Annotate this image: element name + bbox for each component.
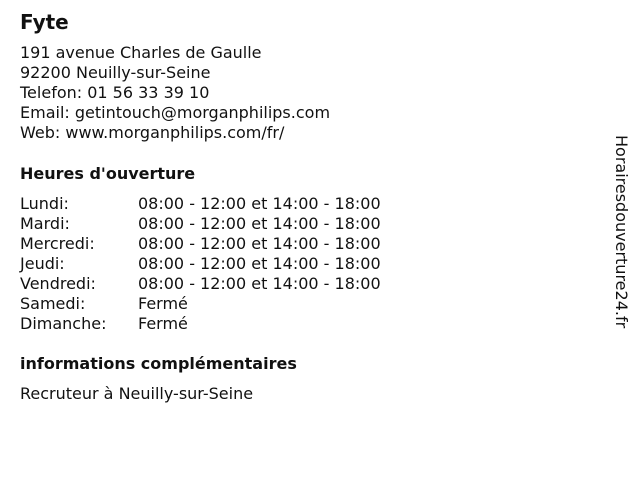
business-name: Fyte xyxy=(20,10,69,34)
phone-number: Telefon: 01 56 33 39 10 xyxy=(20,83,210,102)
hours-row xyxy=(20,214,381,234)
hours-day: Samedi: xyxy=(20,294,86,313)
hours-row xyxy=(20,234,381,254)
hours-row xyxy=(20,314,381,334)
hours-time: 08:00 - 12:00 et 14:00 - 18:00 xyxy=(138,254,381,273)
hours-day: Vendredi: xyxy=(20,274,96,293)
hours-day: Dimanche: xyxy=(20,314,107,333)
website: Web: www.morganphilips.com/fr/ xyxy=(20,123,285,142)
address-street: 191 avenue Charles de Gaulle xyxy=(20,43,262,62)
contact-block xyxy=(20,43,330,143)
hours-heading: Heures d'ouverture xyxy=(20,164,196,183)
info-heading: informations complémentaires xyxy=(20,354,297,373)
hours-time: 08:00 - 12:00 et 14:00 - 18:00 xyxy=(138,214,381,233)
hours-day: Mercredi: xyxy=(20,234,95,253)
hours-time: Fermé xyxy=(138,314,188,333)
hours-time: 08:00 - 12:00 et 14:00 - 18:00 xyxy=(138,234,381,253)
address-city: 92200 Neuilly-sur-Seine xyxy=(20,63,211,82)
info-text: Recruteur à Neuilly-sur-Seine xyxy=(20,384,254,403)
hours-table xyxy=(20,194,381,334)
hours-row xyxy=(20,194,381,214)
hours-time: Fermé xyxy=(138,294,188,313)
hours-row xyxy=(20,294,381,314)
hours-time: 08:00 - 12:00 et 14:00 - 18:00 xyxy=(138,274,381,293)
hours-row xyxy=(20,254,381,274)
brand-watermark: Horairesdouverture24.fr xyxy=(612,135,631,329)
hours-day: Mardi: xyxy=(20,214,70,233)
hours-row xyxy=(20,274,381,294)
hours-day: Jeudi: xyxy=(20,254,65,273)
hours-day: Lundi: xyxy=(20,194,69,213)
email-address: Email: getintouch@morganphilips.com xyxy=(20,103,331,122)
hours-time: 08:00 - 12:00 et 14:00 - 18:00 xyxy=(138,194,381,213)
